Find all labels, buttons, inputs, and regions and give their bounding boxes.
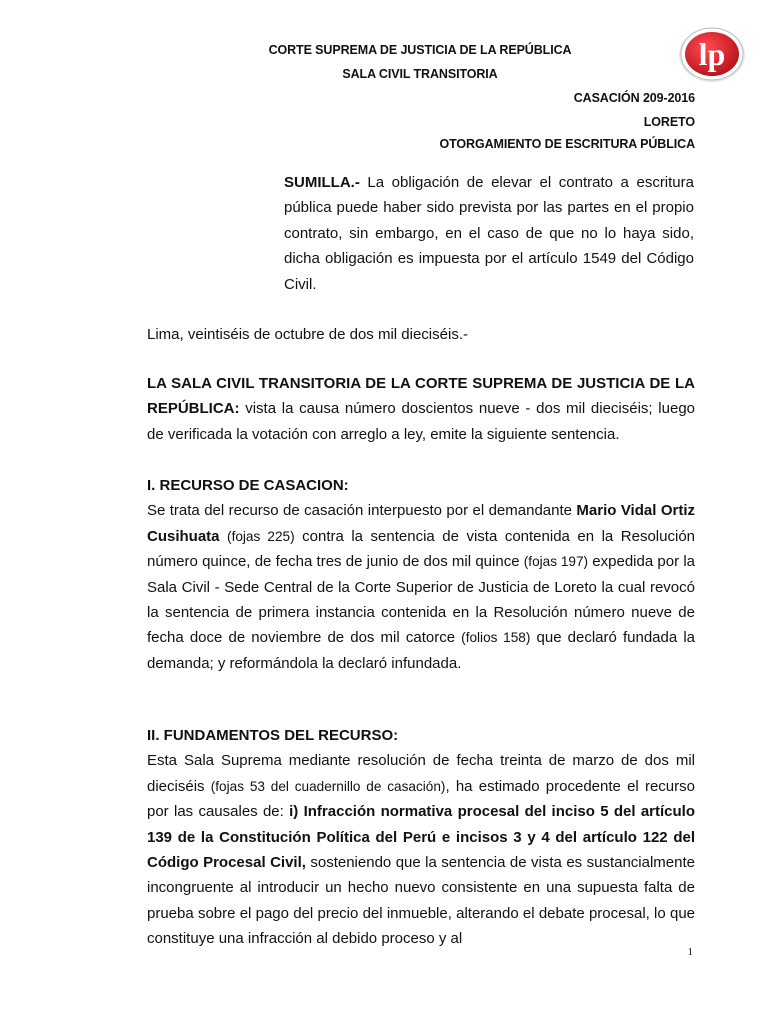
- court-name: CORTE SUPREMA DE JUSTICIA DE LA REPÚBLICA: [268, 43, 572, 57]
- citation: (fojas 225): [227, 528, 295, 544]
- text-run: , ha estimado procedente el recurso por las causales de:: [147, 777, 695, 821]
- chamber-name: SALA CIVIL TRANSITORIA: [342, 67, 498, 81]
- citation: (folios 158): [461, 630, 531, 646]
- citation: (fojas 197): [523, 554, 589, 570]
- lp-logo: [676, 24, 748, 84]
- section-recurso: [147, 473, 695, 676]
- section-heading: I. RECURSO DE CASACION:: [147, 477, 349, 494]
- sumilla-text: La obligación de elevar el contrato a escritura pública puede haber sido prevista por las partes en el propio contrato, sin embargo, en el caso de que no lo haya sido, dicha obligación es impuesta por el artículo 1549 del Código Civil.: [284, 174, 694, 293]
- case-subject: OTORGAMIENTO DE ESCRITURA PÚBLICA: [439, 137, 695, 151]
- logo-text: lp: [698, 36, 726, 72]
- section-fundamentos: [147, 723, 695, 952]
- sumilla-paragraph: [284, 170, 694, 297]
- intro-bold: LA SALA CIVIL TRANSITORIA DE LA CORTE SUPREMA DE JUSTICIA DE LA REPÚBLICA:: [147, 375, 695, 418]
- intro-text: vista la causa número doscientos nueve - dos mil dieciséis; luego de verificada la votación con arreglo a ley, emite la siguiente sentencia.: [147, 400, 695, 443]
- text-run: sosteniendo que la sentencia de vista es sustancialmente incongruente al introducir un hecho nuevo consistente en una supuesta falta de prueba sobre el pago del precio del inmueble, alterando el debate procesal, lo que constituye una infracción al debido proceso y al: [147, 854, 695, 948]
- citation: (fojas 53 del cuadernillo de casación): [210, 778, 446, 794]
- case-location: LORETO: [643, 115, 695, 129]
- text-run: que declaró fundada la demanda; y reformándola la declaró infundada.: [147, 629, 696, 672]
- plaintiff-name: Mario Vidal Ortiz Cusihuata: [147, 502, 695, 545]
- page-number: 1: [687, 946, 693, 958]
- text-run: [220, 528, 228, 545]
- case-number: CASACIÓN 209-2016: [573, 91, 695, 105]
- intro-paragraph: [147, 371, 695, 447]
- sumilla-label: SUMILLA.-: [284, 174, 360, 191]
- text-run: contra la sentencia de vista contenida en la Resolución número quince, de fecha tres de junio de dos mil quince: [147, 527, 696, 571]
- legal-grounds: i) Infracción normativa procesal del inciso 5 del artículo 139 de la Constitución Política del Perú e incisos 3 y 4 del artículo 122 del Código Procesal Civil,: [147, 803, 695, 872]
- date-line: Lima, veintiséis de octubre de dos mil dieciséis.-: [147, 326, 468, 343]
- section-heading: II. FUNDAMENTOS DEL RECURSO:: [147, 727, 399, 744]
- text-run: Se trata del recurso de casación interpuesto por el demandante: [147, 502, 577, 520]
- text-run: expedida por la Sala Civil - Sede Central de la Corte Superior de Justicia de Loreto la cual revocó la sentencia de primera instancia contenida en la Resolución número nueve de fecha doce de noviembre de dos mil catorce: [147, 553, 695, 647]
- section-paragraph: [147, 748, 695, 951]
- section-paragraph: [147, 498, 695, 676]
- text-run: Esta Sala Suprema mediante resolución de fecha treinta de marzo de dos mil dieciséis: [147, 752, 695, 795]
